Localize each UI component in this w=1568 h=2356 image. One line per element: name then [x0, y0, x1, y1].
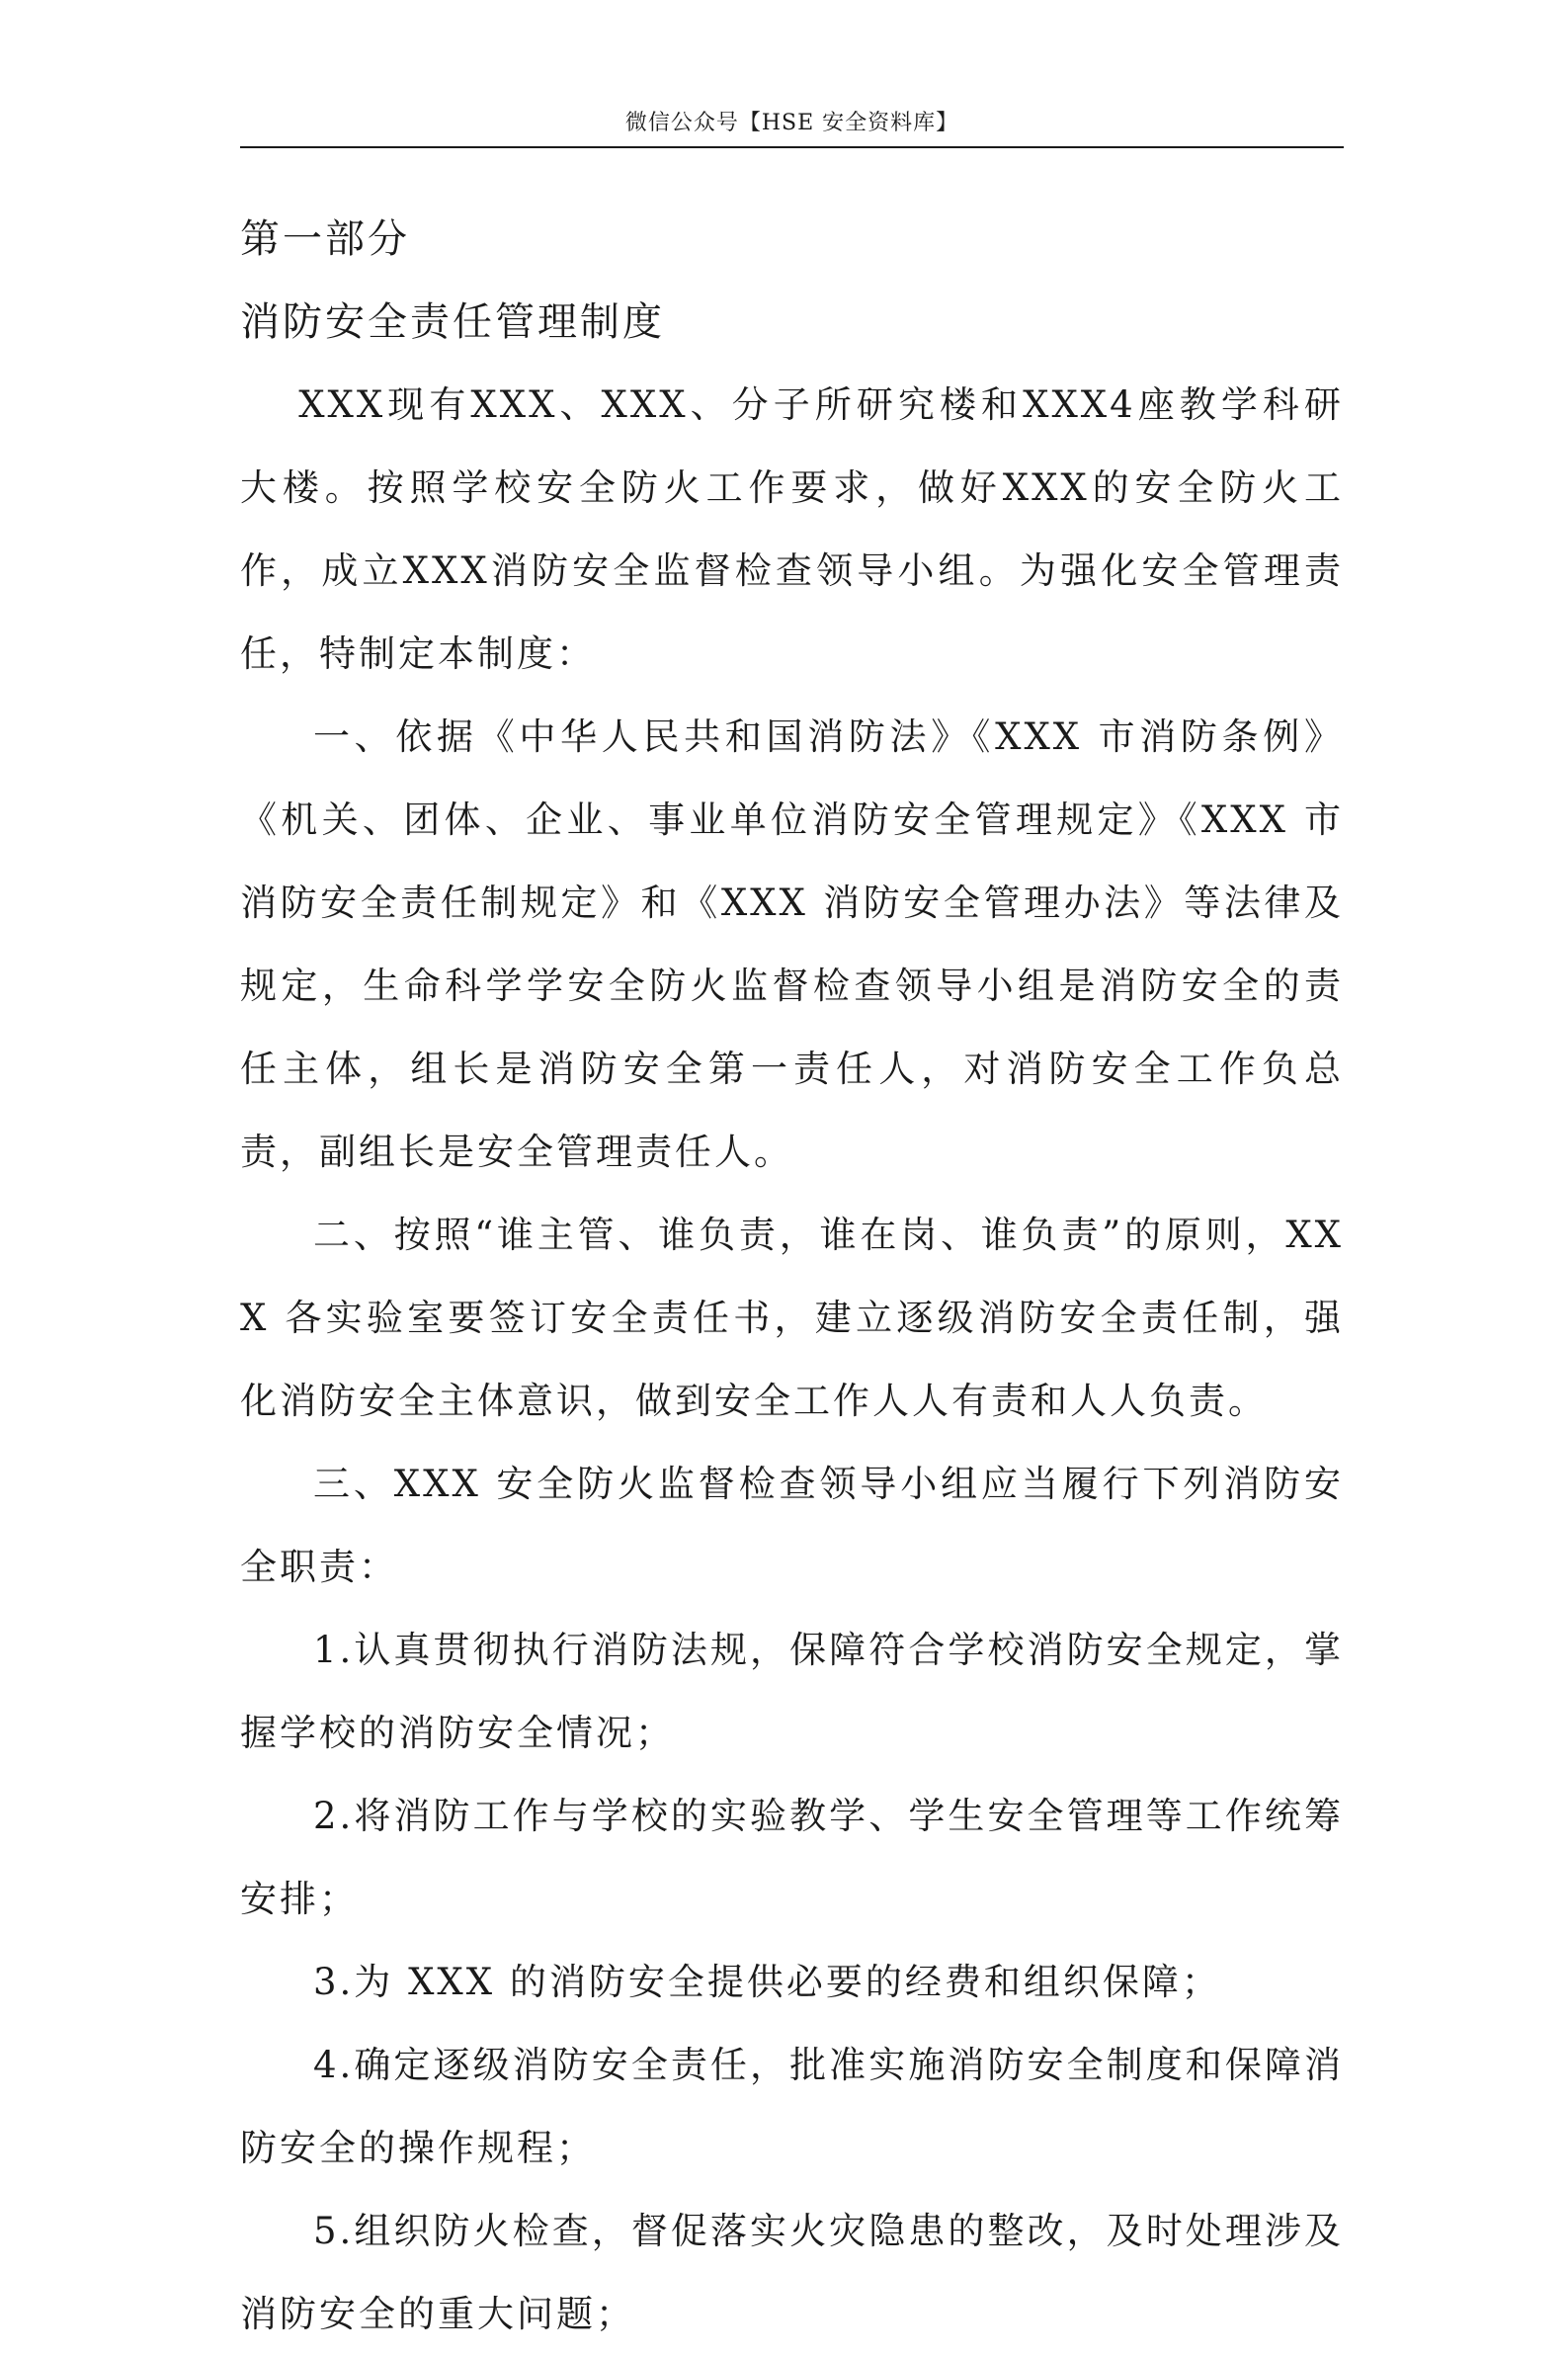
header-divider: [240, 146, 1344, 148]
paragraph-item-2: 二、按照“谁主管、谁负责，谁在岗、谁负责”的原则，XXX 各实验室要签订安全责任书，建立逐级消防安全责任制，强化消防安全主体意识，做到安全工作人人有责和人人负责。: [240, 1214, 1344, 1422]
page-header: 微信公众号【HSE 安全资料库】: [624, 111, 959, 135]
document-body: [240, 198, 1344, 2356]
paragraph-intro: XXX现有XXX、XXX、分子所研究楼和XXX4座教学科研大楼。按照学校安全防火工作要求，做好XXX的安全防火工作，成立XXX消防安全监督检查领导小组。为强化安全管理责任，特制定本制度：: [240, 383, 1344, 675]
duty-item-5: 5.组织防火检查，督促落实火灾隐患的整改，及时处理涉及消防安全的重大问题；: [240, 2210, 1344, 2335]
part-heading: 第一部分: [240, 216, 410, 262]
paragraph-item-3: 三、XXX 安全防火监督检查领导小组应当履行下列消防安全职责：: [240, 1463, 1344, 1588]
duty-item-1: 1.认真贯彻执行消防法规，保障符合学校消防安全规定，掌握学校的消防安全情况；: [240, 1629, 1344, 1754]
document-title: 消防安全责任管理制度: [240, 299, 665, 345]
duty-item-4: 4.确定逐级消防安全责任，批准实施消防安全制度和保障消防安全的操作规程；: [240, 2044, 1344, 2169]
duty-item-2: 2.将消防工作与学校的实验教学、学生安全管理等工作统筹安排；: [240, 1795, 1344, 1920]
duty-item-3: 3.为 XXX 的消防安全提供必要的经费和组织保障；: [313, 1961, 1221, 2003]
paragraph-item-1: 一、依据《中华人民共和国消防法》《XXX 市消防条例》《机关、团体、企业、事业单位消防安全管理规定》《XXX 市消防安全责任制规定》和《XXX 消防安全管理办法》等法律及规定，生命科学学安全防火监督检查领导小组是消防安全的责任主体，组长是消防安全第一责任人，对消防安全工作负总责，副组长是安全管理责任人。: [240, 715, 1344, 1173]
